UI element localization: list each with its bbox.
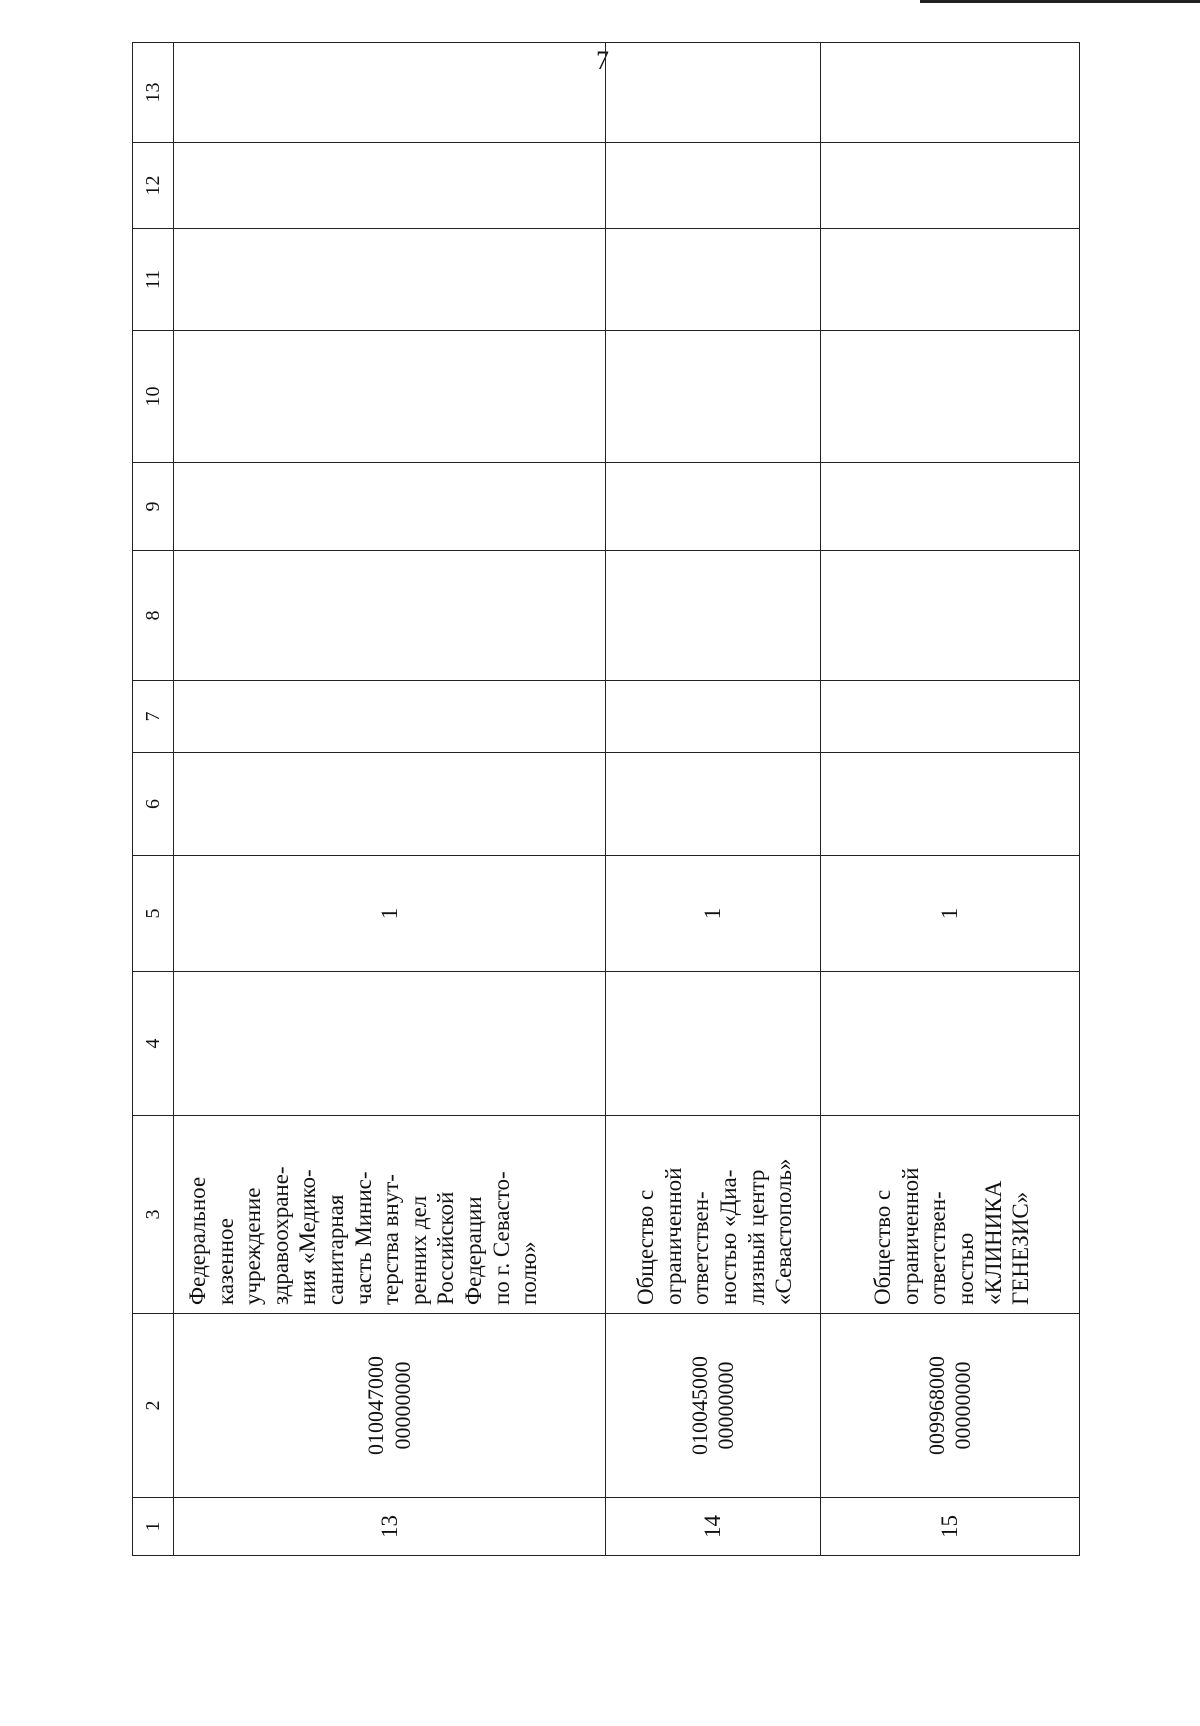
cell-col6 bbox=[821, 753, 1080, 856]
header-cell: 3 bbox=[133, 1116, 174, 1314]
registry-table-rotated bbox=[132, 82, 1078, 1556]
org-code-text: 010047000 00000000 bbox=[363, 1356, 415, 1455]
cell-col9 bbox=[606, 463, 821, 551]
cell-col13 bbox=[821, 43, 1080, 143]
org-code-text: 010045000 00000000 bbox=[686, 1356, 738, 1455]
cell-col13 bbox=[174, 43, 606, 143]
cell-col10 bbox=[821, 331, 1080, 463]
cell-col9 bbox=[174, 463, 606, 551]
org-code bbox=[821, 1314, 1080, 1498]
header-cell: 5 bbox=[133, 856, 174, 972]
row-number: 13 bbox=[174, 1498, 606, 1556]
cell-col11 bbox=[606, 229, 821, 331]
org-name bbox=[821, 1116, 1080, 1314]
scan-edge-line bbox=[920, 0, 1200, 3]
cell-col13 bbox=[606, 43, 821, 143]
header-cell: 6 bbox=[133, 753, 174, 856]
cell-col8 bbox=[821, 551, 1080, 681]
header-cell: 11 bbox=[133, 229, 174, 331]
cell-col5: 1 bbox=[821, 856, 1080, 972]
cell-col12 bbox=[606, 143, 821, 229]
cell-col11 bbox=[821, 229, 1080, 331]
cell-col5: 1 bbox=[606, 856, 821, 972]
org-code bbox=[606, 1314, 821, 1498]
cell-col10 bbox=[606, 331, 821, 463]
row-number: 15 bbox=[821, 1498, 1080, 1556]
org-name-text: Федеральное казенное учреждение здравоохране- ния «Медико- санитарная часть Минис- терства внут- ренних дел Российской Федерации по г. Севасто- полю» bbox=[185, 1166, 542, 1305]
cell-col7 bbox=[174, 681, 606, 753]
table-row bbox=[821, 43, 1080, 1556]
org-name-text: Общество с ограниченной ответствен- ностью «КЛИНИКА ГЕНЕЗИС» bbox=[870, 1167, 1034, 1305]
header-cell: 1 bbox=[133, 1498, 174, 1556]
org-name bbox=[606, 1116, 821, 1314]
org-code bbox=[174, 1314, 606, 1498]
cell-col7 bbox=[606, 681, 821, 753]
header-cell: 8 bbox=[133, 551, 174, 681]
cell-col6 bbox=[174, 753, 606, 856]
cell-col9 bbox=[821, 463, 1080, 551]
header-cell: 12 bbox=[133, 143, 174, 229]
header-row bbox=[133, 43, 174, 1556]
cell-col10 bbox=[174, 331, 606, 463]
header-cell: 10 bbox=[133, 331, 174, 463]
header-cell: 2 bbox=[133, 1314, 174, 1498]
page-number: 7 bbox=[596, 46, 609, 75]
org-name-text: Общество с ограниченной ответствен- ностью «Диа- лизный центр «Севастополь» bbox=[633, 1158, 797, 1305]
cell-col4 bbox=[606, 972, 821, 1116]
header-cell: 7 bbox=[133, 681, 174, 753]
cell-col12 bbox=[174, 143, 606, 229]
header-cell: 4 bbox=[133, 972, 174, 1116]
header-cell: 13 bbox=[133, 43, 174, 143]
cell-col4 bbox=[821, 972, 1080, 1116]
cell-col4 bbox=[174, 972, 606, 1116]
cell-col6 bbox=[606, 753, 821, 856]
cell-col8 bbox=[174, 551, 606, 681]
cell-col5: 1 bbox=[174, 856, 606, 972]
org-code-text: 009968000 00000000 bbox=[923, 1356, 975, 1455]
cell-col8 bbox=[606, 551, 821, 681]
row-number: 14 bbox=[606, 1498, 821, 1556]
org-name bbox=[174, 1116, 606, 1314]
registry-table bbox=[132, 42, 1080, 1556]
table-row bbox=[606, 43, 821, 1556]
cell-col7 bbox=[821, 681, 1080, 753]
header-cell: 9 bbox=[133, 463, 174, 551]
table-row bbox=[174, 43, 606, 1556]
cell-col12 bbox=[821, 143, 1080, 229]
cell-col11 bbox=[174, 229, 606, 331]
